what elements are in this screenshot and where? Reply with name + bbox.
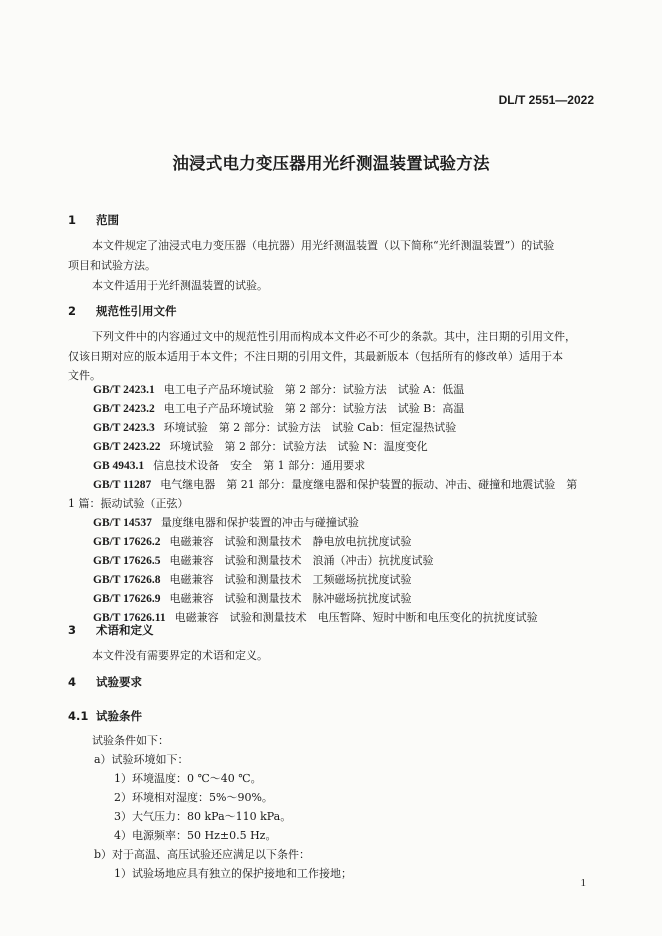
list-item: 2）环境相对湿度：5%～90%。	[114, 791, 273, 804]
document-code: DL/T 2551—2022	[498, 93, 594, 107]
reference-item: GB/T 17626.5 电磁兼容 试验和测量技术 浪涌（冲击）抗扰度试验	[93, 554, 434, 567]
paragraph-line: 本文件适用于光纤测温装置的试验。	[92, 279, 268, 292]
reference-continuation: 1 篇：振动试验（正弦）	[68, 497, 189, 510]
reference-item: GB/T 17626.9 电磁兼容 试验和测量技术 脉冲磁场抗扰度试验	[93, 592, 412, 605]
reference-item: GB/T 11287 电气继电器 第 21 部分：量度继电器和保护装置的振动、冲击、碰撞和地震试验 第	[93, 478, 578, 491]
reference-item: GB/T 14537 量度继电器和保护装置的冲击与碰撞试验	[93, 516, 359, 529]
reference-item: GB/T 2423.2 电工电子产品环境试验 第 2 部分：试验方法 试验 B：高温	[93, 402, 465, 415]
reference-item: GB/T 17626.8 电磁兼容 试验和测量技术 工频磁场抗扰度试验	[93, 573, 412, 586]
list-item-b: b）对于高温、高压试验还应满足以下条件：	[94, 848, 311, 861]
paragraph-line: 本文件规定了油浸式电力变压器（电抗器）用光纤测温装置（以下简称“光纤测温装置”）的试验	[92, 239, 555, 252]
reference-item: GB/T 2423.3 环境试验 第 2 部分：试验方法 试验 Cab：恒定湿热试验	[93, 421, 457, 434]
section-title: 范围	[96, 213, 119, 227]
section-title: 试验条件	[96, 709, 142, 723]
reference-item: GB/T 17626.11 电磁兼容 试验和测量技术 电压暂降、短时中断和电压变化的抗扰度试验	[93, 611, 538, 624]
reference-item: GB/T 17626.2 电磁兼容 试验和测量技术 静电放电抗扰度试验	[93, 535, 412, 548]
list-item: 3）大气压力：80 kPa～110 kPa。	[114, 810, 292, 823]
section-1-heading	[68, 212, 119, 228]
paragraph-line: 仅该日期对应的版本适用于本文件；不注日期的引用文件，其最新版本（包括所有的修改单）适用于本	[68, 350, 563, 363]
list-item: 4）电源频率：50 Hz±0.5 Hz。	[114, 829, 277, 842]
section-title: 试验要求	[96, 675, 142, 689]
section-title: 术语和定义	[96, 623, 154, 637]
reference-item: GB 4943.1 信息技术设备 安全 第 1 部分：通用要求	[93, 459, 366, 472]
paragraph-line: 下列文件中的内容通过文中的规范性引用而构成本文件必不可少的条款。其中，注日期的引用文件，	[92, 330, 576, 343]
section-title: 规范性引用文件	[96, 304, 177, 318]
section-4-heading	[68, 674, 142, 690]
section-number: 1	[68, 213, 77, 227]
paragraph-line: 试验条件如下：	[92, 734, 169, 747]
section-number: 2	[68, 304, 77, 318]
section-3-heading	[68, 622, 154, 638]
paragraph-line: 项目和试验方法。	[68, 259, 156, 272]
section-number: 3	[68, 623, 77, 637]
paragraph-line: 文件。	[68, 369, 101, 382]
page-number: 1	[580, 877, 586, 889]
list-item-a: a）试验环境如下：	[94, 753, 189, 766]
section-number: 4	[68, 675, 77, 689]
section-number: 4.1	[68, 709, 89, 723]
list-item: 1）环境温度：0 ℃～40 ℃。	[114, 772, 262, 785]
reference-item: GB/T 2423.1 电工电子产品环境试验 第 2 部分：试验方法 试验 A：低温	[93, 383, 465, 396]
section-2-heading	[68, 303, 177, 319]
section-4-1-heading	[68, 708, 142, 724]
list-item: 1）试验场地应具有独立的保护接地和工作接地；	[114, 867, 352, 880]
paragraph-line: 本文件没有需要界定的术语和定义。	[92, 649, 268, 662]
page-title: 油浸式电力变压器用光纤测温装置试验方法	[172, 154, 490, 173]
reference-item: GB/T 2423.22 环境试验 第 2 部分：试验方法 试验 N：温度变化	[93, 440, 428, 453]
